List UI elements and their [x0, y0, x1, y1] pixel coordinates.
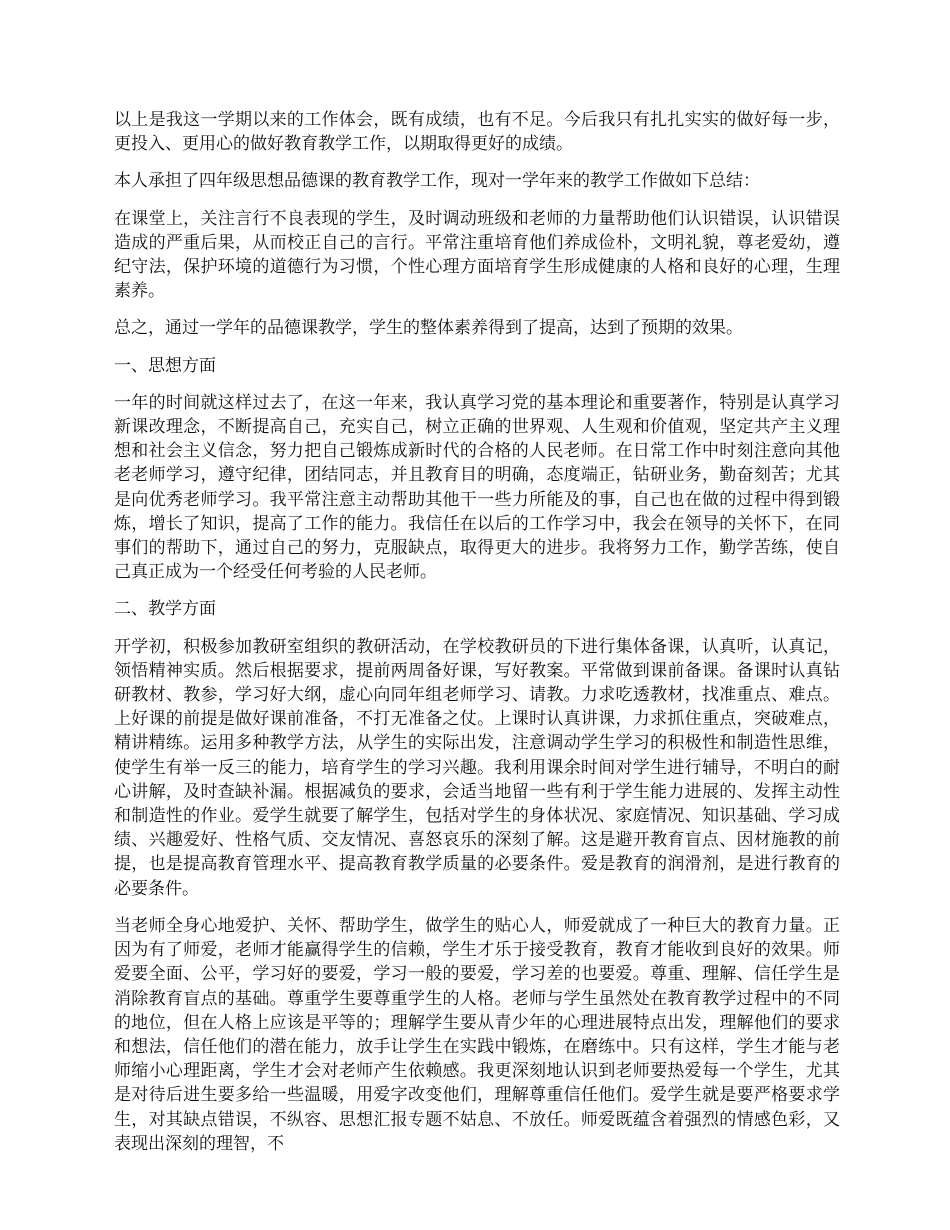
intro-closing-paragraph: 以上是我这一学期以来的工作体会，既有成绩，也有不足。今后我只有扎扎实实的做好每一步，更投入、更用心的做好教育教学工作，以期取得更好的成绩。: [114, 110, 840, 155]
thought-paragraph: 一年的时间就这样过去了，在这一年来，我认真学习党的基本理论和重要著作，特别是认真学习新课改理念，不断提高自己，充实自己，树立正确的世界观、人生观和价值观，坚定共产主义理想和社会主义信念，努力把自己锻炼成新时代的合格的人民老师。在日常工作中时刻注意向其他老老师学习，遵守纪律，团结同志，并且教育目的明确，态度端正，钻研业务，勤奋刻苦；尤其是向优秀老师学习。我平常注意主动帮助其他干一些力所能及的事，自己也在做的过程中得到锻炼，增长了知识，提高了工作的能力。我信任在以后的工作学习中，我会在领导的关怀下，在同事们的帮助下，通过自己的努力，克服缺点，取得更大的进步。我将努力工作，勤学苦练，使自己真正成为一个经受任何考验的人民老师。: [114, 392, 840, 583]
conclusion-paragraph: 总之，通过一学年的品德课教学，学生的整体素养得到了提高，达到了预期的效果。: [114, 318, 743, 339]
teaching-paragraph: 开学初，积极参加教研室组织的教研活动，在学校教研员的下进行集体备课，认真听，认真记，领悟精神实质。然后根据要求，提前两周备好课，写好教案。平常做到课前备课。备课时认真钻研教材、教参，学习好大纲，虚心向同年组老师学习、请教。力求吃透教材，找准重点、难点。上好课的前提是做好课前准备，不打无准备之仗。上课时认真讲课，力求抓住重点，突破难点，精讲精练。运用多种教学方法，从学生的实际出发，注意调动学生学习的积极性和制造性思维，使学生有举一反三的能力，培育学生的学习兴趣。我利用课余时间对学生进行辅导，不明白的耐心讲解，及时查缺补漏。根据减负的要求，会适当地留一些有利于学生能力进展的、发挥主动性和制造性的作业。爱学生就要了解学生，包括对学生的身体状况、家庭情况、知识基础、学习成绩、兴趣爱好、性格气质、交友情况、喜怒哀乐的深刻了解。这是避开教育盲点、因材施教的前提，也是提高教育管理水平、提高教育教学质量的必要条件。爱是教育的润滑剂，是进行教育的必要条件。: [114, 636, 840, 899]
summary-intro-paragraph: 本人承担了四年级思想品德课的教育教学工作，现对一学年来的教学工作做如下总结：: [114, 171, 760, 192]
section-heading-teaching: 二、教学方面: [114, 599, 216, 620]
document-page: [114, 108, 840, 1169]
classroom-paragraph: 在课堂上，关注言行不良表现的学生，及时调动班级和老师的力量帮助他们认识错误，认识错误造成的严重后果，从而校正自己的言行。平常注重培育他们养成俭朴，文明礼貌，尊老爱幼，遵纪守法，保护环境的道德行为习惯，个性心理方面培育学生形成健康的人格和良好的心理，生理素养。: [114, 208, 840, 302]
section-heading-thought: 一、思想方面: [114, 355, 216, 376]
teacher-love-paragraph: 当老师全身心地爱护、关怀、帮助学生，做学生的贴心人，师爱就成了一种巨大的教育力量。正因为有了师爱，老师才能赢得学生的信赖，学生才乐于接受教育，教育才能收到良好的效果。师爱要全面、公平，学习好的要爱，学习一般的要爱，学习差的也要爱。尊重、理解、信任学生是消除教育盲点的基础。尊重学生要尊重学生的人格。老师与学生虽然处在教育教学过程中的不同的地位，但在人格上应该是平等的；理解学生要从青少年的心理进展特点出发，理解他们的要求和想法，信任他们的潜在能力，放手让学生在实践中锻炼，在磨练中。只有这样，学生才能与老师缩小心理距离，学生才会对老师产生依赖感。我更深刻地认识到老师要热爱每一个学生，尤其是对待后进生要多给一些温暖，用爱字改变他们，理解尊重信任他们。爱学生就是要严格要求学生，对其缺点错误，不纵容、思想汇报专题不姑息、不放任。师爱既蕴含着强烈的情感色彩，又表现出深刻的理智，不: [114, 915, 840, 1154]
